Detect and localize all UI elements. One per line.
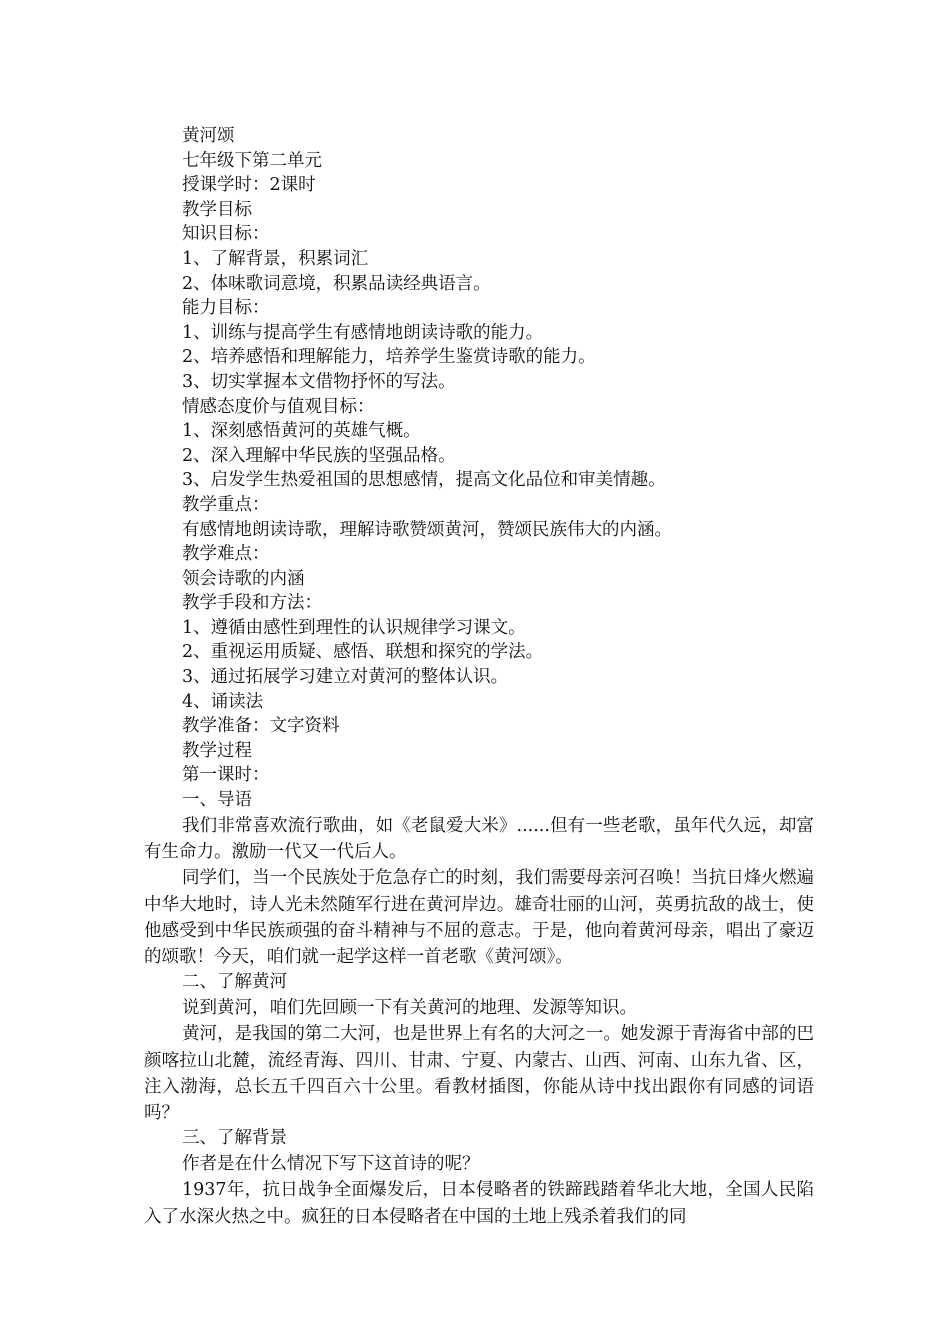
paragraph: 1937年，抗日战争全面爆发后，日本侵略者的铁蹄践踏着华北大地，全国人民陷入了水深火热之中。疯狂的日本侵略者在中国的土地上残杀着我们的同 (144, 1180, 814, 1227)
unit-label: 七年级下第二单元 (182, 150, 322, 171)
list-item: 1、训练与提高学生有感情地朗读诗歌的能力。 (182, 322, 544, 343)
objectives-heading: 教学目标 (182, 199, 252, 220)
list-item: 3、启发学生热爱祖国的思想感情，提高文化品位和审美情趣。 (182, 470, 666, 491)
document-body (144, 124, 814, 1230)
list-item: 4、诵读法 (182, 691, 264, 712)
class-hours: 授课学时：2课时 (182, 175, 316, 196)
document-title: 黄河颂 (182, 126, 235, 146)
section-heading: 一、导语 (182, 790, 252, 811)
list-item: 2、深入理解中华民族的坚强品格。 (182, 445, 456, 466)
section-heading: 三、了解背景 (182, 1128, 287, 1149)
list-item: 2、重视运用质疑、感悟、联想和探究的学法。 (182, 642, 544, 663)
knowledge-heading: 知识目标： (182, 224, 270, 245)
ability-heading: 能力目标： (182, 298, 270, 319)
list-item: 3、通过拓展学习建立对黄河的整体认识。 (182, 667, 509, 688)
list-item: 1、遵循由感性到理性的认识规律学习课文。 (182, 617, 526, 638)
list-item: 3、切实掌握本文借物抒怀的写法。 (182, 371, 456, 392)
process-heading: 教学过程 (182, 740, 252, 761)
paragraph: 黄河，是我国的第二大河，也是世界上有名的大河之一。她发源于青海省中部的巴颜喀拉山北麓，流经青海、四川、甘肃、宁夏、内蒙古、山西、河南、山东九省、区，注入渤海，总长五千四百六十公里。看教材插图，你能从诗中找出跟你有同感的词语吗？ (144, 1024, 814, 1124)
difficulty-heading: 教学难点： (182, 544, 270, 565)
key-point-heading: 教学重点： (182, 494, 270, 515)
paragraph: 我们非常喜欢流行歌曲，如《老鼠爱大米》......但有一些老歌，虽年代久远，却富有生命力。激励一代又一代后人。 (144, 815, 814, 862)
list-item: 1、深刻感悟黄河的英雄气概。 (182, 421, 421, 442)
paragraph: 作者是在什么情况下写下这首诗的呢？ (182, 1154, 480, 1175)
lesson-one-heading: 第一课时： (182, 765, 270, 786)
list-item: 1、了解背景，积累词汇 (182, 248, 369, 269)
methods-heading: 教学手段和方法： (182, 593, 322, 614)
preparation-text: 教学准备：文字资料 (182, 716, 340, 737)
paragraph: 同学们，当一个民族处于危急存亡的时刻，我们需要母亲河召唤！当抗日烽火燃遍中华大地时，诗人光未然随军行进在黄河岸边。雄奇壮丽的山河，英勇抗敌的战士，使他感受到中华民族顽强的奋斗精神与不屈的意志。于是，他向着黄河母亲，唱出了豪迈的颂歌！今天，咱们就一起学这样一首老歌《黄河颂》。 (144, 868, 814, 968)
list-item: 2、培养感悟和理解能力，培养学生鉴赏诗歌的能力。 (182, 347, 596, 368)
paragraph: 说到黄河，咱们先回顾一下有关黄河的地理、发源等知识。 (182, 998, 637, 1018)
section-heading: 二、了解黄河 (182, 972, 287, 993)
emotion-heading: 情感态度价与值观目标： (182, 396, 375, 417)
list-item: 2、体味歌词意境，积累品读经典语言。 (182, 273, 491, 294)
key-point-text: 有感情地朗读诗歌，理解诗歌赞颂黄河，赞颂民族伟大的内涵。 (182, 519, 672, 540)
difficulty-text: 领会诗歌的内涵 (182, 568, 305, 589)
